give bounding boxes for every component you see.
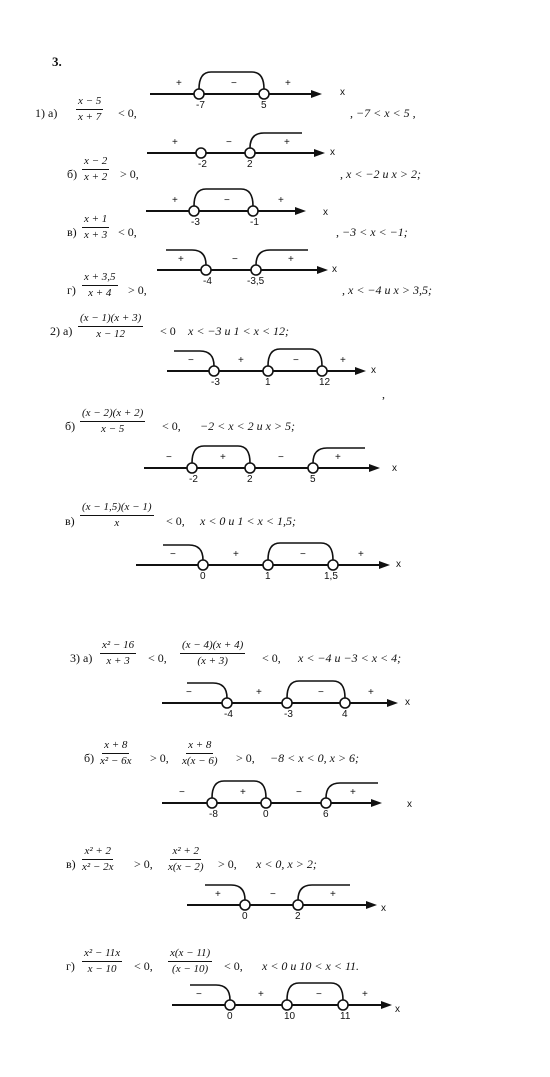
answer: x < 0, x > 2; bbox=[256, 857, 317, 871]
tick-label: 0 bbox=[242, 911, 248, 922]
fraction: $\frac{\text{x² − 16}}{x + 3}$ bbox=[102, 639, 135, 667]
axis-variable-label: x bbox=[405, 697, 410, 708]
excluded-point-circle bbox=[338, 1000, 348, 1010]
fraction: $\frac{x + 8}{\text{x² − 6x}}$ bbox=[100, 739, 132, 767]
interval-sign: − bbox=[166, 452, 172, 463]
interval-sign: − bbox=[300, 549, 306, 560]
interval-sign: + bbox=[256, 687, 262, 698]
fraction: $\frac{(x - 1,5)(x - 1)}{x}$ bbox=[82, 501, 152, 529]
inequality-sign: < 0 bbox=[160, 324, 176, 338]
interval-sign: + bbox=[340, 355, 346, 366]
tick-label: 2 bbox=[295, 911, 301, 922]
interval-sign: − bbox=[316, 989, 322, 1000]
interval-sign: + bbox=[233, 549, 239, 560]
inequality-sign: > 0, bbox=[134, 857, 153, 871]
excluded-point-circle bbox=[263, 560, 273, 570]
excluded-point-circle bbox=[225, 1000, 235, 1010]
stray-comma: , bbox=[382, 387, 385, 401]
interval-tail-right bbox=[298, 885, 350, 900]
excluded-point-circle bbox=[189, 206, 199, 216]
excluded-point-circle bbox=[261, 798, 271, 808]
tick-label: -2 bbox=[198, 159, 207, 170]
interval-tail-right bbox=[256, 250, 308, 265]
excluded-point-circle bbox=[263, 366, 273, 376]
interval-tail-left bbox=[187, 683, 227, 698]
axis-variable-label: x bbox=[381, 903, 386, 914]
axis-variable-label: x bbox=[392, 463, 397, 474]
excluded-point-circle bbox=[194, 89, 204, 99]
excluded-point-circle bbox=[293, 900, 303, 910]
interval-sign: + bbox=[238, 355, 244, 366]
tick-label: -3 bbox=[191, 217, 200, 228]
item-label: в) bbox=[67, 225, 77, 239]
excluded-point-circle bbox=[245, 463, 255, 473]
interval-arc bbox=[287, 681, 345, 698]
tick-label: 5 bbox=[310, 474, 316, 485]
tick-label: -3 bbox=[211, 377, 220, 388]
excluded-point-circle bbox=[245, 148, 255, 158]
axis-variable-label: x bbox=[323, 207, 328, 218]
excluded-point-circle bbox=[201, 265, 211, 275]
tick-label: -1 bbox=[250, 217, 259, 228]
excluded-point-circle bbox=[282, 698, 292, 708]
excluded-point-circle bbox=[259, 89, 269, 99]
item-label: 3) а) bbox=[70, 651, 93, 665]
tick-label: -3 bbox=[284, 709, 293, 720]
interval-sign: + bbox=[288, 254, 294, 265]
tick-label: 2 bbox=[247, 159, 253, 170]
excluded-point-circle bbox=[340, 698, 350, 708]
item-label: в) bbox=[65, 514, 75, 528]
interval-sign: + bbox=[176, 78, 182, 89]
tick-label: 1,5 bbox=[324, 571, 338, 582]
inequality-sign: > 0, bbox=[150, 751, 169, 765]
fraction-factored: $\frac{x(x - 11)}{(x - 10)}$ bbox=[170, 947, 211, 975]
interval-sign: − bbox=[226, 137, 232, 148]
tick-label: 4 bbox=[342, 709, 348, 720]
inequality-sign: < 0, bbox=[166, 514, 185, 528]
axis-variable-label: x bbox=[330, 147, 335, 158]
answer: x < 0 и 10 < x < 11. bbox=[262, 959, 360, 973]
tick-label: 6 bbox=[323, 809, 329, 820]
excluded-point-circle bbox=[198, 560, 208, 570]
excluded-point-circle bbox=[196, 148, 206, 158]
interval-tail-left bbox=[174, 351, 214, 366]
axis-arrow-icon bbox=[366, 901, 377, 909]
interval-sign: + bbox=[362, 989, 368, 1000]
fraction: $\frac{x + 1}{x + 3}$ bbox=[84, 213, 108, 241]
axis-arrow-icon bbox=[379, 561, 390, 569]
inequality-sign: < 0, bbox=[118, 106, 137, 120]
tick-label: 1 bbox=[265, 571, 271, 582]
fraction: $\frac{\text{x² − 11x}}{x - 10}$ bbox=[84, 947, 121, 975]
axis-variable-label: x bbox=[407, 799, 412, 810]
inequality-sign-2: < 0, bbox=[224, 959, 243, 973]
answer: , −3 < x < −1; bbox=[336, 225, 408, 239]
tick-label: -8 bbox=[209, 809, 218, 820]
excluded-point-circle bbox=[248, 206, 258, 216]
tick-label: 0 bbox=[227, 1011, 233, 1022]
tick-label: -2 bbox=[189, 474, 198, 485]
item-label: б) bbox=[67, 167, 78, 181]
fraction: $\frac{x - 5}{x + 7}$ bbox=[78, 95, 102, 123]
interval-sign: − bbox=[186, 687, 192, 698]
axis-arrow-icon bbox=[387, 699, 398, 707]
interval-sign: + bbox=[284, 137, 290, 148]
interval-tail-left bbox=[163, 545, 203, 560]
inequality-sign: < 0, bbox=[162, 419, 181, 433]
axis-arrow-icon bbox=[314, 149, 325, 157]
tick-label: 5 bbox=[261, 100, 267, 111]
interval-sign: + bbox=[220, 452, 226, 463]
item-label: 1) а) bbox=[35, 106, 58, 120]
excluded-point-circle bbox=[207, 798, 217, 808]
interval-sign: + bbox=[330, 889, 336, 900]
interval-sign: − bbox=[278, 452, 284, 463]
excluded-point-circle bbox=[187, 463, 197, 473]
answer: x < −4 и −3 < x < 4; bbox=[298, 651, 402, 665]
interval-sign: + bbox=[172, 137, 178, 148]
answer: , x < −2 и x > 2; bbox=[340, 167, 421, 181]
interval-sign: − bbox=[293, 355, 299, 366]
interval-sign: − bbox=[188, 355, 194, 366]
excluded-point-circle bbox=[222, 698, 232, 708]
tick-label: 1 bbox=[265, 377, 271, 388]
interval-sign: − bbox=[170, 549, 176, 560]
answer: , x < −4 и x > 3,5; bbox=[342, 283, 432, 297]
tick-label: -4 bbox=[203, 276, 212, 287]
interval-sign: − bbox=[318, 687, 324, 698]
interval-sign: + bbox=[358, 549, 364, 560]
interval-arc bbox=[287, 983, 343, 1000]
inequality-sign-2: < 0, bbox=[262, 651, 281, 665]
interval-sign: − bbox=[232, 254, 238, 265]
excluded-point-circle bbox=[240, 900, 250, 910]
interval-tail-right bbox=[250, 133, 302, 148]
axis-arrow-icon bbox=[295, 207, 306, 215]
interval-sign: − bbox=[231, 78, 237, 89]
interval-sign: + bbox=[368, 687, 374, 698]
inequality-sign: < 0, bbox=[134, 959, 153, 973]
axis-arrow-icon bbox=[371, 799, 382, 807]
interval-tail-left bbox=[205, 885, 245, 900]
interval-sign: − bbox=[179, 787, 185, 798]
excluded-point-circle bbox=[282, 1000, 292, 1010]
fraction: $\frac{\text{x² + 2}}{\text{x² − 2x}}$ bbox=[82, 845, 114, 873]
answer: −2 < x < 2 и x > 5; bbox=[200, 419, 296, 433]
axis-variable-label: x bbox=[332, 264, 337, 275]
item-label: 2) а) bbox=[50, 324, 73, 338]
tick-label: 11 bbox=[340, 1011, 351, 1022]
answer: −8 < x < 0, x > 6; bbox=[270, 751, 360, 765]
interval-sign: − bbox=[296, 787, 302, 798]
interval-sign: + bbox=[335, 452, 341, 463]
tick-label: 10 bbox=[284, 1011, 296, 1022]
interval-sign: − bbox=[270, 889, 276, 900]
axis-variable-label: x bbox=[371, 365, 376, 376]
answer: x < 0 и 1 < x < 1,5; bbox=[200, 514, 296, 528]
problem-number: 3. bbox=[52, 54, 62, 69]
answer: , −7 < x < 5 , bbox=[350, 106, 416, 120]
interval-sign: + bbox=[215, 889, 221, 900]
interval-sign: + bbox=[278, 195, 284, 206]
answer: x < −3 и 1 < x < 12; bbox=[188, 324, 290, 338]
fraction-factored: $\frac{x + 8}{x(x - 6)}$ bbox=[182, 739, 218, 767]
tick-label: 12 bbox=[319, 377, 331, 388]
axis-variable-label: x bbox=[395, 1004, 400, 1015]
tick-label: 2 bbox=[247, 474, 253, 485]
tick-label: -3,5 bbox=[247, 276, 265, 287]
interval-sign: + bbox=[240, 787, 246, 798]
inequality-sign-2: > 0, bbox=[218, 857, 237, 871]
interval-sign: + bbox=[172, 195, 178, 206]
axis-variable-label: x bbox=[396, 559, 401, 570]
fraction-factored: $\frac{\text{x² + 2}}{x(x - 2)}$ bbox=[168, 845, 204, 873]
interval-sign: + bbox=[178, 254, 184, 265]
item-label: б) bbox=[65, 419, 76, 433]
fraction: $\frac{(x - 2)(x + 2)}{x - 5}$ bbox=[82, 407, 144, 435]
interval-arc bbox=[212, 781, 266, 798]
inequality-sign: < 0, bbox=[148, 651, 167, 665]
fraction: $\frac{x - 2}{x + 2}$ bbox=[84, 155, 108, 183]
inequality-sign: > 0, bbox=[128, 283, 147, 297]
interval-sign: + bbox=[258, 989, 264, 1000]
inequality-sign: > 0, bbox=[120, 167, 139, 181]
tick-label: 0 bbox=[200, 571, 206, 582]
item-label: г) bbox=[66, 959, 75, 973]
inequality-sign-2: > 0, bbox=[236, 751, 255, 765]
interval-sign: + bbox=[285, 78, 291, 89]
axis-arrow-icon bbox=[369, 464, 380, 472]
interval-sign: − bbox=[196, 989, 202, 1000]
fraction: $\frac{(x - 1)(x + 3)}{x - 12}$ bbox=[80, 312, 142, 340]
interval-sign: + bbox=[350, 787, 356, 798]
excluded-point-circle bbox=[321, 798, 331, 808]
inequality-sign: < 0, bbox=[118, 225, 137, 239]
axis-arrow-icon bbox=[355, 367, 366, 375]
axis-arrow-icon bbox=[317, 266, 328, 274]
excluded-point-circle bbox=[328, 560, 338, 570]
item-label: б) bbox=[84, 751, 95, 765]
excluded-point-circle bbox=[209, 366, 219, 376]
item-label: г) bbox=[67, 283, 76, 297]
fraction-factored: $\frac{(x - 4)(x + 4)}{(x + 3)}$ bbox=[182, 639, 244, 667]
tick-label: -4 bbox=[224, 709, 233, 720]
tick-label: 0 bbox=[263, 809, 269, 820]
tick-label: -7 bbox=[196, 100, 205, 111]
axis-arrow-icon bbox=[311, 90, 322, 98]
axis-arrow-icon bbox=[381, 1001, 392, 1009]
interval-tail-left bbox=[166, 250, 206, 265]
fraction: $\frac{x + 3,5}{x + 4}$ bbox=[84, 271, 116, 299]
item-label: в) bbox=[66, 857, 76, 871]
axis-variable-label: x bbox=[340, 87, 345, 98]
interval-sign: − bbox=[224, 195, 230, 206]
excluded-point-circle bbox=[317, 366, 327, 376]
excluded-point-circle bbox=[308, 463, 318, 473]
excluded-point-circle bbox=[251, 265, 261, 275]
